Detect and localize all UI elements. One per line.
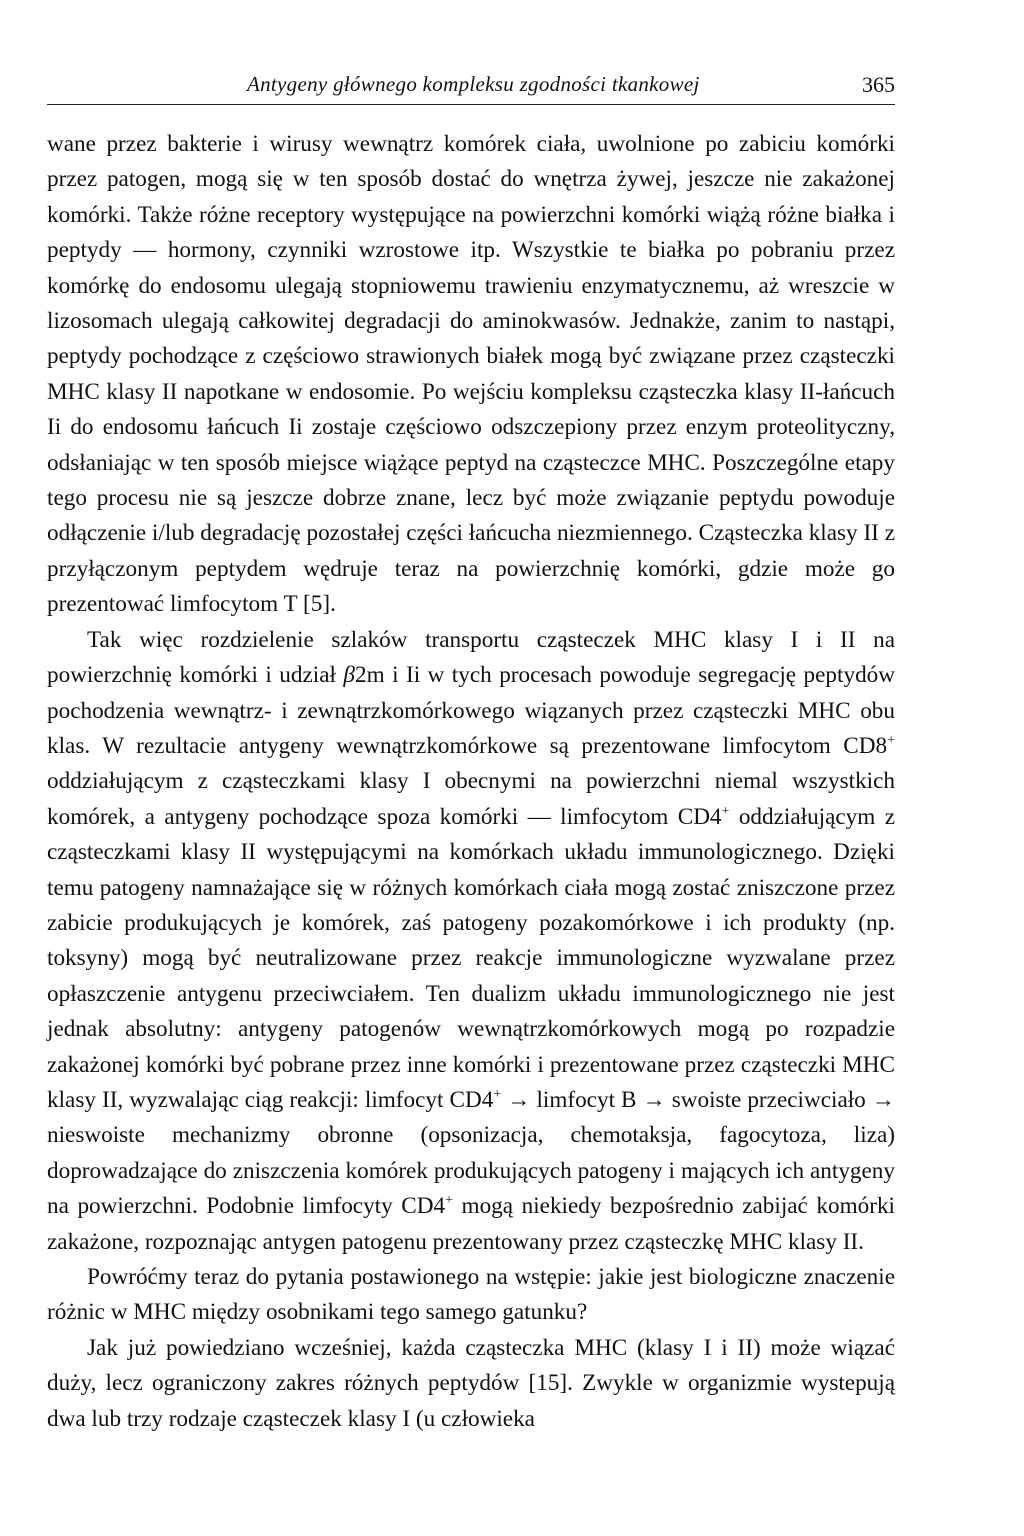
running-header	[47, 70, 895, 105]
running-title: Antygeny głównego kompleksu zgodności tkankowej	[247, 72, 700, 96]
text-run: 2m i Ii w tych procesach powoduje segregację peptydów pochodzenia wewnątrz- i zewnątrzkomórkowego wiązanych przez cząsteczki MHC obu klas. W rezultacie antygeny wewnątrzkomórkowe są prezentowane limfocytom CD8	[47, 662, 895, 759]
paragraph	[47, 623, 895, 1260]
body-text	[47, 127, 895, 1437]
superscript: +	[887, 732, 895, 748]
text-run: → limfocyt B → swoiste przeciwciało → nieswoiste mechanizmy obronne (opsonizacja, chemotaksja, fagocytoza, liza) doprowadzające do zniszczenia komórek produkujących patogeny i mających ich antygeny na powierzchni. Podobnie limfocyty CD4	[47, 1086, 895, 1220]
superscript: +	[445, 1193, 453, 1209]
superscript: +	[493, 1086, 502, 1102]
text-run: oddziałującym z cząsteczkami klasy I obecnymi na powierzchni niemal wszystkich komórek, a antygeny pochodzące spoza komórki — limfocytom CD4	[47, 768, 895, 830]
paragraph	[47, 1331, 895, 1437]
text-run: mogą niekiedy bezpośrednio zabijać komórki zakażone, rozpoznając antygen patogenu prezentowany przez cząsteczkę MHC klasy II.	[47, 1193, 895, 1255]
paragraph	[47, 127, 895, 623]
paragraph	[47, 1260, 895, 1331]
text-run: Powróćmy teraz do pytania postawionego na wstępie: jakie jest biologiczne znaczenie różnic w MHC między osobnikami tego samego gatunku?	[47, 1264, 895, 1326]
page-number: 365	[862, 72, 895, 97]
book-page	[47, 70, 895, 1437]
text-run: Tak więc rozdzielenie szlaków transportu cząsteczek MHC klasy I i II na powierzchnię komórki i udział	[47, 626, 895, 689]
text-run: Jak już powiedziano wcześniej, każda cząsteczka MHC (klasy I i II) może wiązać duży, lecz ograniczony zakres różnych peptydów [15]. Zwykle w organizmie wystepują dwa lub trzy rodzaje cząsteczek klasy I (u człowieka	[47, 1334, 895, 1432]
text-run: wane przez bakterie i wirusy wewnątrz komórek ciała, uwolnione po zabiciu komórki przez patogen, mogą się w ten sposób dostać do wnętrza żywej, jeszcze nie zakażonej komórki. Także różne receptory występujące na powierzchni komórki wiążą różne białka i peptydy — hormony, czynniki wzrostowe itp. Wszystkie te białka po pobraniu przez komórkę do endosomu ulegają stopniowemu trawieniu enzymatycznemu, aż wreszcie w lizosomach ulegają całkowitej degradacji do aminokwasów. Jednakże, zanim to nastąpi, peptydy pochodzące z częściowo strawionych białek mogą być związane przez cząsteczki MHC klasy II napotkane w endosomie. Po wejściu kompleksu cząsteczka klasy II-łańcuch Ii do endosomu łańcuch Ii zostaje częściowo odszczepiony przez enzym proteolityczny, odsłaniając w ten sposób miejsce wiążące peptyd na cząsteczce MHC. Poszczególne etapy tego procesu nie są jeszcze dobrze znane, lecz być może związanie peptydu powoduje odłączenie i/lub degradację pozostałej części łańcucha niezmiennego. Cząsteczka klasy II z przyłączonym peptydem wędruje teraz na powierzchnię komórki, gdzie może go prezentować limfocytom T [5].	[47, 131, 895, 618]
superscript: +	[721, 803, 730, 819]
text-run: oddziałującym z cząsteczkami klasy II występującymi na komórkach układu immunologicznego. Dzięki temu patogeny namnażające się w różnych komórkach ciała mogą zostać zniszczone przez zabicie produkujących je komórek, zaś patogeny pozakomórkowe i ich produkty (np. toksyny) mogą być neutralizowane przez reakcje immunologiczne wyzwalane przez opłaszczenie antygenu przeciwciałem. Ten dualizm układu immunologicznego nie jest jednak absolutny: antygeny patogenów wewnątrzkomórkowych mogą po rozpadzie zakażonej komórki być pobrane przez inne komórki i prezentowane przez cząsteczki MHC klasy II, wyzwalając ciąg reakcji: limfocyt CD4	[47, 803, 895, 1113]
text-run: β	[343, 662, 355, 689]
